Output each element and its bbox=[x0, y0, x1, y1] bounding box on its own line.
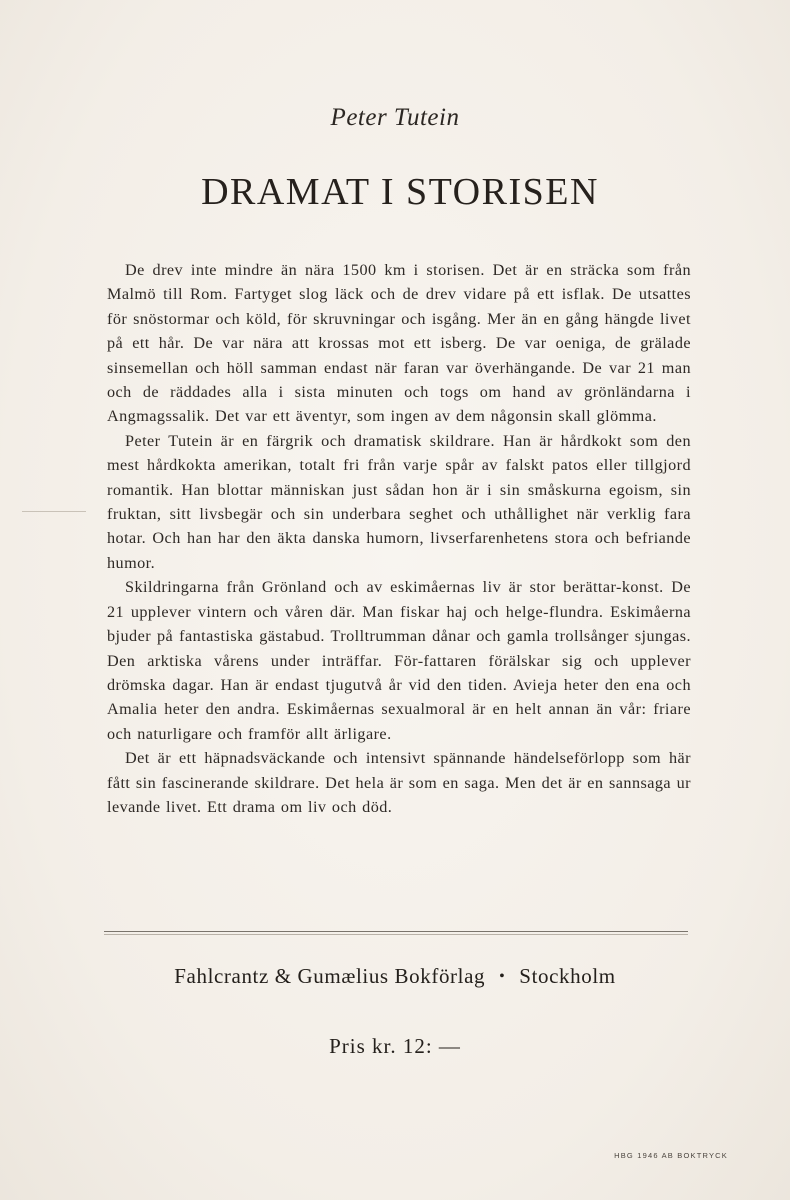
divider-rule bbox=[104, 931, 688, 932]
blurb-paragraph: Skildringarna från Grönland och av eskimåernas liv är stor berättar-konst. De 21 upplever vintern och våren där. Man fiskar haj och helge-flundra. Eskimåerna bjuder på fantastiska gästabud. Trolltrumman dånar och gamla trollsånger sjungas. Den arktiska vårens under inträffar. För-fattaren förälskar sig och upplever drömska dagar. Han är endast tjugutvå år vid den tiden. Avieja heter den ena och Amalia heter den andra. Eskimåernas sexualmoral är en helt annan än vår: friare och naturligare och framför allt ärligare. bbox=[107, 578, 691, 743]
publisher-line bbox=[0, 964, 790, 989]
author-name: Peter Tutein bbox=[330, 104, 460, 131]
blurb-paragraph: De drev inte mindre än nära 1500 km i storisen. Det är en sträcka som från Malmö till Rom. Fartyget slog läck och de drev vidare på ett isflak. De utsattes för snöstormar och köld, för skruvningar och isgång. Mer än en gång hängde livet på ett hår. De var nära att krossas mot ett isberg. De var oeniga, de grälade sinsemellan och höll samman endast när faran var överhängande. De var 21 man och de räddades alla i sista minuten och togs om hand av grönländarna i Angmagssalik. Det var ett äventyr, som ingen av dem någonsin skall glömma. bbox=[107, 261, 691, 426]
divider-rule-secondary bbox=[104, 934, 688, 935]
blurb-paragraph: Peter Tutein är en färgrik och dramatisk skildrare. Han är hårdkokt som den mest hårdkokta amerikan, totalt fri från varje spår av falskt patos eller tillgjord romantik. Han blottar människan just sådan hon är i sin småskurna egoism, sin fruktan, sitt livsbegär och sin underbara seghet och uthållighet när verklig fara hotar. Och han har den äkta danska humorn, livserfarenhetens stora och befriande humor. bbox=[107, 431, 691, 572]
book-title: DRAMAT I STORISEN bbox=[201, 171, 599, 213]
blurb-paragraph: Det är ett häpnadsväckande och intensivt spännande händelseförlopp som här fått sin fascinerande skildrare. Det hela är som en saga. Men det är en sannsaga ur levande livet. Ett drama om liv och död. bbox=[107, 749, 691, 816]
price-label: Pris kr. 12: — bbox=[329, 1034, 461, 1058]
printer-imprint: HBG 1946 AB BOKTRYCK bbox=[614, 1151, 728, 1160]
publisher-city: Stockholm bbox=[519, 964, 616, 988]
margin-mark bbox=[22, 511, 86, 512]
publisher-name: Fahlcrantz & Gumælius Bokförlag bbox=[174, 964, 486, 988]
publisher-separator: • bbox=[499, 968, 506, 985]
blurb-text bbox=[107, 258, 691, 819]
